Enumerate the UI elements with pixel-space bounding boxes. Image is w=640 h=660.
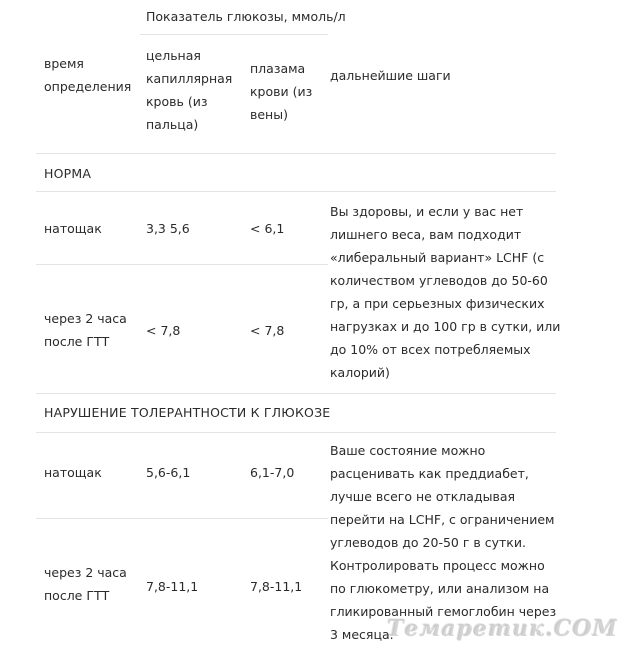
divider xyxy=(140,34,328,35)
row-time: натощак xyxy=(44,221,102,236)
section-title-tolerance: НАРУШЕНИЕ ТОЛЕРАНТНОСТИ К ГЛЮКОЗЕ xyxy=(44,405,331,420)
row-plasma: 6,1-7,0 xyxy=(250,465,295,480)
divider xyxy=(36,393,556,394)
plasma-column-header: плазама крови (из вены) xyxy=(250,61,313,122)
time-column-header: время определения xyxy=(44,56,132,94)
row-time: натощак xyxy=(44,465,102,480)
divider xyxy=(36,191,556,192)
group-header: Показатель глюкозы, ммоль/л xyxy=(146,9,346,24)
row-plasma: 7,8-11,1 xyxy=(250,579,303,594)
row-time: через 2 часа после ГТТ xyxy=(44,565,127,603)
row-plasma: < 6,1 xyxy=(250,221,285,236)
next-steps-text: Вы здоровы, и если у вас нет лишнего веса, вам подходит «либеральный вариант» LCHF (с количеством углеводов до 50-60 гр, а при серьезных физических нагрузках и до 100 гр в сутки, или до 10% от всех потребляемых калорий) xyxy=(330,204,561,380)
steps-column-header: дальнейшие шаги xyxy=(330,68,451,83)
divider xyxy=(36,432,556,433)
site-watermark: Темаретик.COM xyxy=(387,616,618,642)
next-steps-text: Ваше состояние можно расценивать как преддиабет, лучше всего не откладывая перейти на LCHF, с ограничением углеводов до 20-50 г в сутки. Контролировать процесс можно по глюкометру, или анализом на гликированный гемоглобин через 3 месяца. xyxy=(330,443,557,642)
row-capillary: 7,8-11,1 xyxy=(146,579,199,594)
row-capillary: 5,6-6,1 xyxy=(146,465,191,480)
row-capillary: 3,3 5,6 xyxy=(146,221,190,236)
section-title-norm: НОРМА xyxy=(44,166,92,181)
row-plasma: < 7,8 xyxy=(250,323,285,338)
row-capillary: < 7,8 xyxy=(146,323,181,338)
row-time: через 2 часа после ГТТ xyxy=(44,311,127,349)
divider xyxy=(36,153,556,154)
capillary-column-header: цельная капиллярная кровь (из пальца) xyxy=(146,48,233,132)
divider xyxy=(36,518,328,519)
divider xyxy=(36,264,328,265)
